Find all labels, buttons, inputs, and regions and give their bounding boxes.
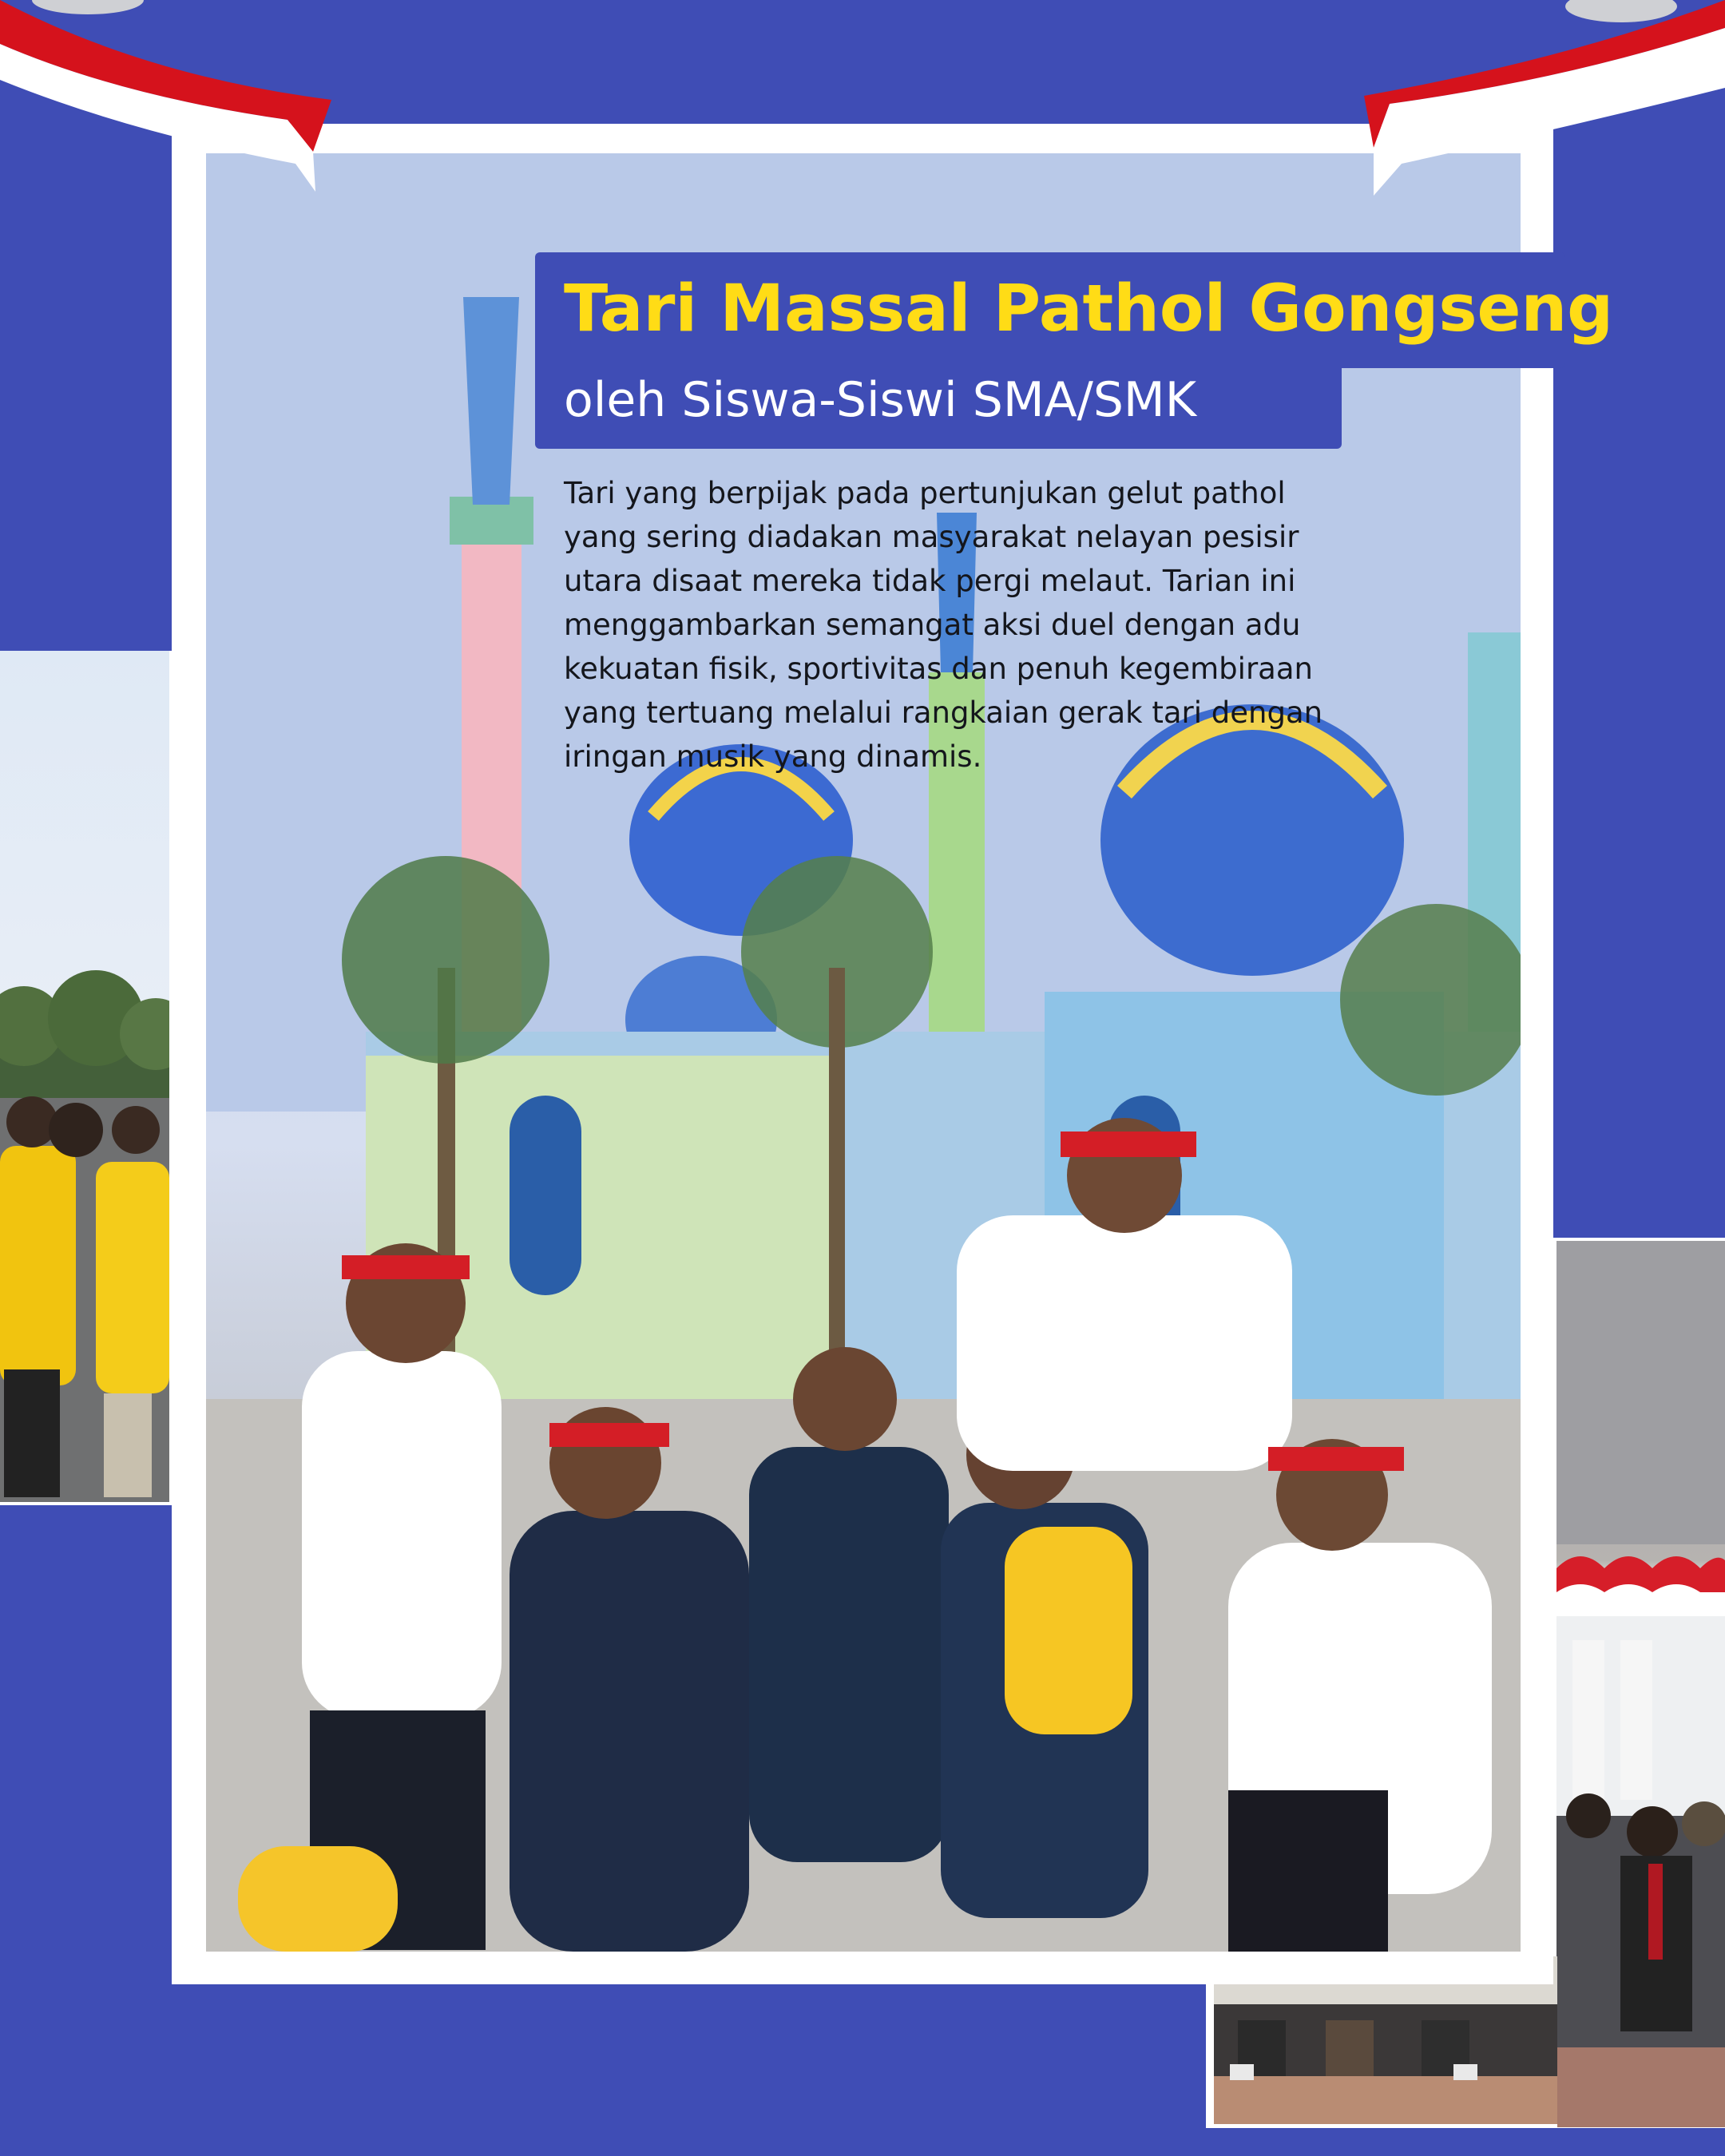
- description-line: yang sering diadakan masyarakat nelayan pesisir: [564, 520, 1299, 554]
- page-subtitle: oleh Siswa-Siswi SMA/SMK: [564, 372, 1197, 428]
- flag-ribbon-left: [0, 0, 343, 192]
- description-line: yang tertuang melalui rangkaian gerak tari dengan: [564, 696, 1323, 730]
- side-photo-right: [1553, 1238, 1725, 2128]
- description-text: [564, 471, 1466, 779]
- flag-ribbon-right: [1326, 0, 1725, 200]
- description-line: Tari yang berpijak pada pertunjukan gelut pathol: [564, 476, 1286, 510]
- officials-tent-image: [1556, 1241, 1725, 2127]
- side-photo-left: [0, 651, 172, 1505]
- description-line: menggambarkan semangat aksi duel dengan adu: [564, 608, 1301, 642]
- students-yellow-jackets-image: [0, 651, 169, 1502]
- description-line: kekuatan fisik, sportivitas dan penuh kegembiraan: [564, 652, 1313, 686]
- page-title: Tari Massal Pathol Gongseng: [564, 271, 1614, 347]
- description-line: utara disaat mereka tidak pergi melaut. Tarian ini: [564, 564, 1296, 598]
- description-line: iringan musik yang dinamis.: [564, 739, 982, 774]
